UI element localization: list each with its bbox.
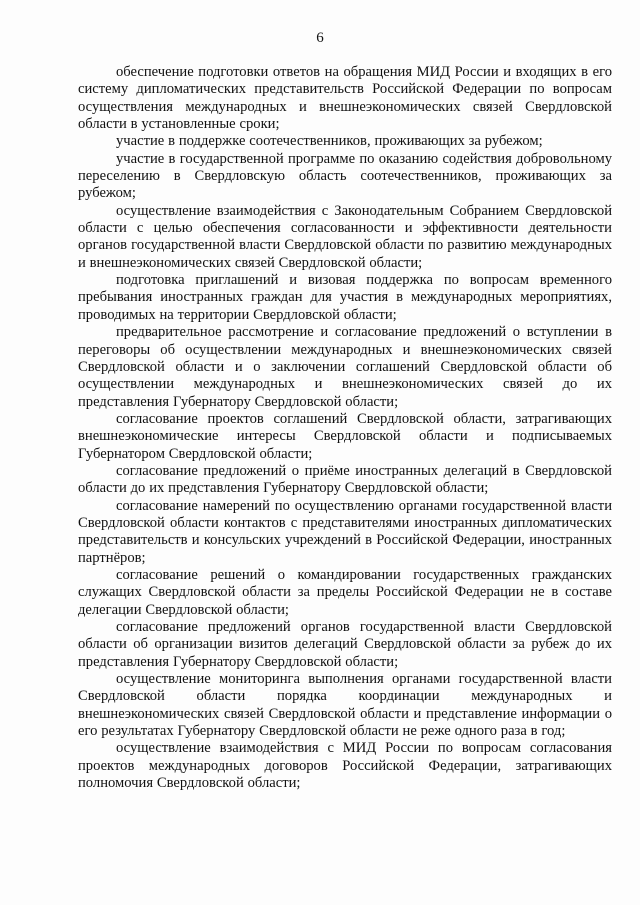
page-number: 6 xyxy=(316,30,324,46)
paragraph-13: осуществление взаимодействия с МИД России по вопросам согласования проектов международных договоров Российской Федерации, затрагивающих полномочия Свердловской области; xyxy=(78,740,612,792)
paragraph-8: согласование предложений о приёме иностранных делегаций в Свердловской области до их представления Губернатору Свердловской области; xyxy=(78,462,612,497)
paragraph-5: подготовка приглашений и визовая поддержка по вопросам временного пребывания иностранных граждан для участия в международных мероприятиях, проводимых на территории Свердловской области; xyxy=(78,272,612,323)
paragraph-11: согласование предложений органов государственной власти Свердловской области об организации визитов делегаций Свердловской области за рубеж до их представления Губернатору Свердловской области; xyxy=(78,619,612,670)
paragraph-10: согласование решений о командировании государственных гражданских служащих Свердловской области за пределы Российской Федерации не в составе делегации Свердловской области; xyxy=(78,566,612,618)
paragraph-7: согласование проектов соглашений Свердловской области, затрагивающих внешнеэкономические интересы Свердловской области и подписываемых Губернатором Свердловской области; xyxy=(78,410,612,462)
paragraph-9: согласование намерений по осуществлению органами государственной власти Свердловской области контактов с представителями иностранных дипломатических представительств и консульских учреждений в Российской Федерации, иностранных партнёров; xyxy=(78,497,612,566)
paragraph-2: участие в поддержке соотечественников, проживающих за рубежом; xyxy=(116,133,543,150)
paragraph-3: участие в государственной программе по оказанию содействия добровольному переселению в Свердловскую область соотечественников, проживающих за рубежом; xyxy=(78,150,612,202)
document-body xyxy=(78,64,612,792)
paragraph-6: предварительное рассмотрение и согласование предложений о вступлении в переговоры об осуществлении международных и внешнеэкономических связей Свердловской области и о заключении соглашений Свердловской области об осуществлении международных и внешнеэкономических связей до их представления Губернатору Свердловской области; xyxy=(78,324,612,410)
paragraph-1: обеспечение подготовки ответов на обращения МИД России и входящих в его систему дипломатических представительств Российской Федерации по вопросам осуществления международных и внешнеэкономических связей Свердловской области в установленные сроки; xyxy=(78,64,612,133)
paragraph-12: осуществление мониторинга выполнения органами государственной власти Свердловской области порядка координации международных и внешнеэкономических связей Свердловской области и представление информации о его результатах Губернатору Свердловской области не реже одного раза в год; xyxy=(78,671,612,740)
paragraph-4: осуществление взаимодействия с Законодательным Собранием Свердловской области с целью обеспечения согласованности и эффективности деятельности органов государственной власти Свердловской области по развитию международных и внешнеэкономических связей Свердловской области; xyxy=(78,202,612,271)
